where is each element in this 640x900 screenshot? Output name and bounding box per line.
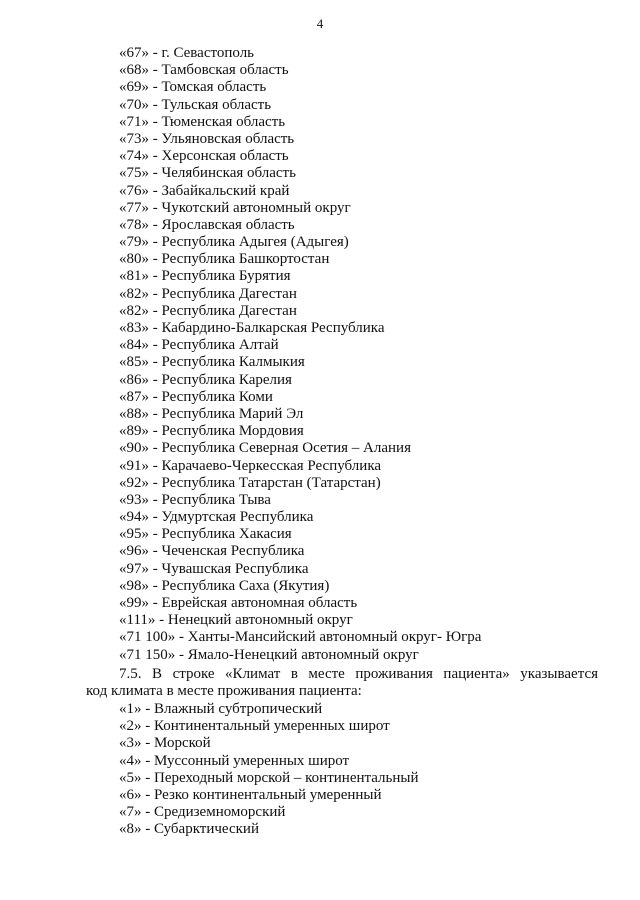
region-code-item: «74» - Херсонская область bbox=[119, 148, 289, 165]
region-code-item: «89» - Республика Мордовия bbox=[119, 423, 304, 440]
climate-code-item: «4» - Муссонный умеренных широт bbox=[119, 752, 350, 769]
region-code-list bbox=[119, 45, 599, 664]
region-code-item: «70» - Тульская область bbox=[119, 96, 272, 113]
region-code-item: «71 100» - Ханты-Мансийский автономный округ- Югра bbox=[119, 629, 482, 646]
climate-code-item: «5» - Переходный морской – континентальный bbox=[119, 769, 419, 786]
region-code-item: «84» - Республика Алтай bbox=[119, 337, 279, 354]
region-code-item: «96» - Чеченская Республика bbox=[119, 543, 305, 560]
climate-code-item: «2» - Континентальный умеренных широт bbox=[119, 718, 390, 735]
region-code-item: «81» - Республика Бурятия bbox=[119, 268, 291, 285]
paragraph-line-1: 7.5. В строке «Климат в месте проживания пациента» указывается bbox=[119, 666, 598, 682]
page-number: 4 bbox=[316, 16, 324, 31]
region-code-item: «73» - Ульяновская область bbox=[119, 130, 295, 147]
region-code-item: «97» - Чувашская Республика bbox=[119, 560, 309, 577]
region-code-item: «86» - Республика Карелия bbox=[119, 371, 292, 388]
climate-code-item: «7» - Средиземноморский bbox=[119, 804, 286, 821]
region-code-item: «94» - Удмуртская Республика bbox=[119, 509, 314, 526]
region-code-item: «75» - Челябинская область bbox=[119, 165, 296, 182]
region-code-item: «88» - Республика Марий Эл bbox=[119, 405, 304, 422]
climate-code-item: «6» - Резко континентальный умеренный bbox=[119, 786, 382, 803]
region-code-item: «87» - Республика Коми bbox=[119, 388, 273, 405]
climate-code-item: «1» - Влажный субтропический bbox=[119, 701, 323, 717]
region-code-item: «83» - Кабардино-Балкарская Республика bbox=[119, 320, 385, 336]
region-code-item: «78» - Ярославская область bbox=[119, 216, 295, 233]
climate-paragraph bbox=[86, 666, 598, 700]
region-code-item: «99» - Еврейская автономная область bbox=[119, 595, 358, 611]
region-code-item: «82» - Республика Дагестан bbox=[119, 285, 297, 302]
paragraph-line-2: код климата в месте проживания пациента: bbox=[86, 683, 362, 700]
region-code-item: «71 150» - Ямало-Ненецкий автономный округ bbox=[119, 646, 419, 663]
region-code-item: «68» - Тамбовская область bbox=[119, 62, 289, 79]
region-code-item: «91» - Карачаево-Черкесская Республика bbox=[119, 457, 382, 474]
region-code-item: «79» - Республика Адыгея (Адыгея) bbox=[119, 234, 349, 251]
region-code-item: «111» - Ненецкий автономный округ bbox=[119, 612, 353, 629]
region-code-item: «90» - Республика Северная Осетия – Алания bbox=[119, 440, 411, 457]
region-code-item: «92» - Республика Татарстан (Татарстан) bbox=[119, 474, 381, 491]
region-code-item: «76» - Забайкальский край bbox=[119, 182, 290, 199]
region-code-item: «85» - Республика Калмыкия bbox=[119, 354, 305, 371]
region-code-item: «82» - Республика Дагестан bbox=[119, 302, 297, 319]
region-code-item: «71» - Тюменская область bbox=[119, 113, 286, 130]
climate-code-item: «3» - Морской bbox=[119, 735, 211, 752]
climate-code-item: «8» - Субарктический bbox=[119, 821, 259, 838]
region-code-item: «93» - Республика Тыва bbox=[119, 491, 271, 508]
region-code-item: «77» - Чукотский автономный округ bbox=[119, 199, 351, 216]
region-code-item: «80» - Республика Башкортостан bbox=[119, 251, 330, 268]
climate-code-list bbox=[119, 701, 599, 839]
region-code-item: «67» - г. Севастополь bbox=[119, 45, 255, 61]
region-code-item: «98» - Республика Саха (Якутия) bbox=[119, 577, 330, 594]
region-code-item: «95» - Республика Хакасия bbox=[119, 526, 292, 543]
region-code-item: «69» - Томская область bbox=[119, 79, 267, 96]
